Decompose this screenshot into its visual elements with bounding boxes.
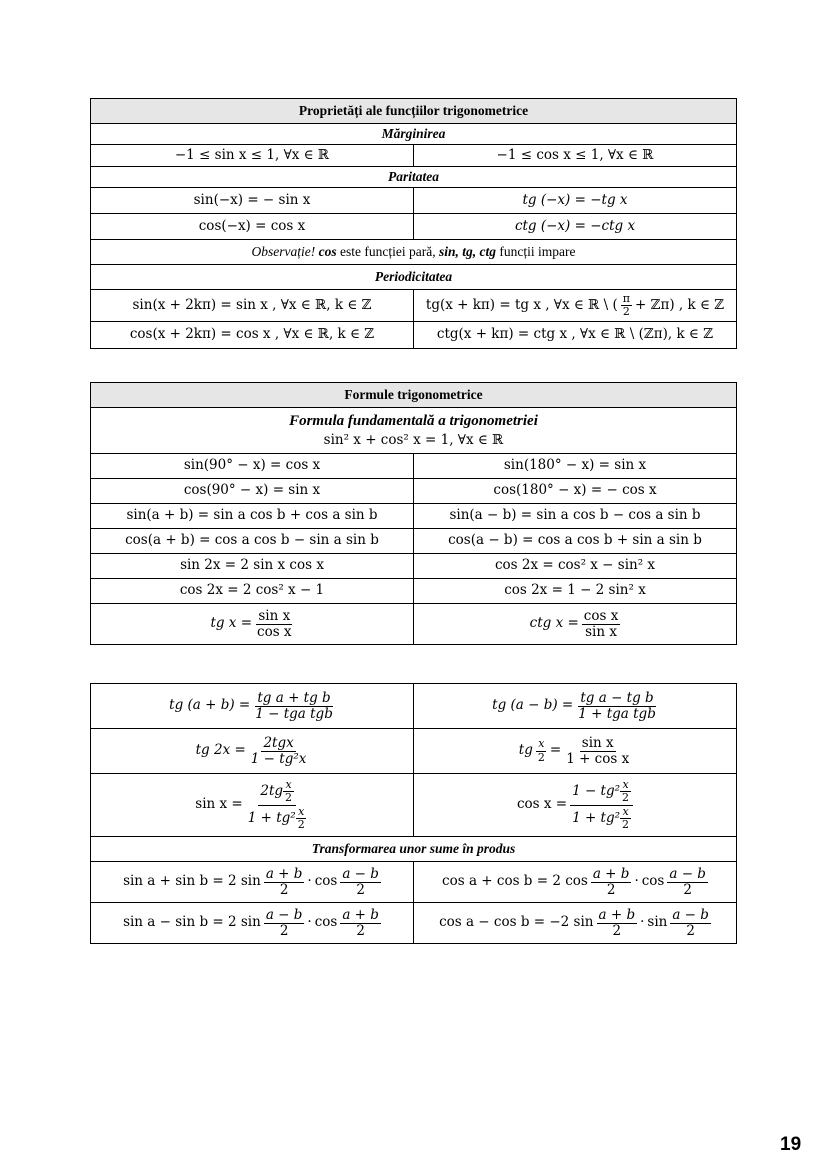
table-title: Proprietăți ale funcțiilor trigonometrice [91, 99, 737, 124]
formula-left: sin 2x = 2 sin x cos x [91, 554, 414, 579]
fraction-numerator: π [622, 291, 630, 305]
fraction-numerator: sin x [258, 607, 291, 624]
tg-difference-formula [414, 684, 737, 729]
tg-and-sum-product-table [90, 683, 737, 944]
ctg-fraction [582, 609, 621, 640]
cos-half-tangent-formula [414, 774, 737, 837]
fraction-numerator: 2tgx [263, 734, 294, 751]
sin-bounds: −1 ≤ sin x ≤ 1, ∀x ∈ ℝ [91, 145, 414, 167]
formula-left: cos(a + b) = cos a cos b − sin a sin b [91, 529, 414, 554]
cosx-lhs: cos x = [516, 796, 568, 813]
cos-parity: cos(−x) = cos x [91, 214, 414, 240]
formula-right: cos(180° − x) = − cos x [414, 479, 737, 504]
tg-double-fraction [249, 736, 309, 767]
fraction-denominator: 1 + cos x [566, 750, 630, 767]
section-heading-bounds: Mărginirea [91, 124, 737, 145]
ctg-definition [414, 604, 737, 645]
cosx-fraction [570, 779, 633, 830]
tg-fraction [255, 609, 294, 640]
fraction-denominator: 1 + tg² $\frac{x}{2}$ [572, 804, 630, 831]
tg-difference-fraction [576, 691, 658, 722]
fraction-numerator: x [538, 737, 545, 751]
cos-period: cos(x + 2kπ) = cos x , ∀x ∈ ℝ, k ∈ ℤ [91, 322, 414, 349]
fundamental-identity: sin² x + cos² x = 1, ∀x ∈ ℝ [323, 431, 504, 448]
fraction-numerator: 2tg $\frac{x}{2}$ [258, 779, 296, 805]
fraction-denominator: sin x [585, 623, 617, 640]
tg-definition [91, 604, 414, 645]
tg-half-angle-formula [414, 729, 737, 774]
formula-left: sin(a + b) = sin a cos b + cos a sin b [91, 504, 414, 529]
pi-over-2-fraction [621, 293, 632, 318]
fraction-numerator: tg a − tg b [580, 689, 654, 706]
tg-sum-lhs: tg (a + b) = [169, 697, 251, 714]
tg-half-fraction [564, 736, 631, 767]
tg-sum-fraction [253, 691, 335, 722]
formula-right: cos 2x = 1 − 2 sin² x [414, 579, 737, 604]
tg-half-lhs: tg [518, 742, 533, 759]
fraction-denominator: 1 + tga tgb [578, 705, 656, 722]
ctg-lhs: ctg x = [529, 615, 579, 632]
fundamental-formula-cell [91, 408, 737, 454]
formula-right: sin(180° − x) = sin x [414, 454, 737, 479]
formula-left: sin(90° − x) = cos x [91, 454, 414, 479]
fraction-numerator: tg a + tg b [257, 689, 331, 706]
trig-formulas-table [90, 382, 737, 645]
cos-bounds: −1 ≤ cos x ≤ 1, ∀x ∈ ℝ [414, 145, 737, 167]
cos-difference-to-product: cos a − cos b = −2 sin $\frac{a + b}{2}$ · sin $\frac{a - b}{2}$ [414, 903, 737, 944]
section-heading-parity: Paritatea [91, 167, 737, 188]
section-heading-fundamental: Formula fundamentală a trigonometriei [289, 412, 538, 429]
observation-middle: este funcției pară, [340, 244, 436, 260]
tg-parity: tg (−x) = −tg x [414, 188, 737, 214]
ctg-period: ctg(x + kπ) = ctg x , ∀x ∈ ℝ \ (ℤπ), k ∈ ℤ [414, 322, 737, 349]
cos-sum-to-product: cos a + cos b = 2 cos $\frac{a + b}{2}$ · cos $\frac{a - b}{2}$ [414, 862, 737, 903]
fraction-denominator: 1 − tg²x [250, 750, 307, 767]
tg-period-end: + ℤπ) , k ∈ ℤ [635, 296, 725, 313]
fraction-numerator: sin x [581, 734, 614, 751]
sin-half-tangent-formula [91, 774, 414, 837]
trig-properties-table [90, 98, 737, 349]
formula-left: cos(90° − x) = sin x [91, 479, 414, 504]
tg-period [414, 290, 737, 322]
sin-period: sin(x + 2kπ) = sin x , ∀x ∈ ℝ, k ∈ ℤ [91, 290, 414, 322]
formula-right: cos(a − b) = cos a cos b + sin a sin b [414, 529, 737, 554]
observation-end: funcții impare [499, 244, 576, 260]
tg-period-start: tg(x + kπ) = tg x , ∀x ∈ ℝ \ ( [425, 296, 618, 313]
ctg-parity: ctg (−x) = −ctg x [414, 214, 737, 240]
section-heading-periodicity: Periodicitatea [91, 265, 737, 290]
section-heading-sum-to-product: Transformarea unor sume în produs [91, 837, 737, 862]
sin-parity: sin(−x) = − sin x [91, 188, 414, 214]
formula-right: sin(a − b) = sin a cos b − cos a sin b [414, 504, 737, 529]
tg-double-angle-formula [91, 729, 414, 774]
fraction-denominator: 1 + tg² $\frac{x}{2}$ [247, 804, 305, 831]
sin-difference-to-product: sin a − sin b = 2 sin $\frac{a - b}{2}$ · cos $\frac{a + b}{2}$ [91, 903, 414, 944]
tg-double-lhs: tg 2x = [195, 742, 246, 759]
formula-left: cos 2x = 2 cos² x − 1 [91, 579, 414, 604]
fraction-denominator: cos x [257, 623, 292, 640]
observation-label: Observație! [251, 244, 316, 260]
tg-difference-lhs: tg (a − b) = [492, 697, 574, 714]
table-title: Formule trigonometrice [91, 383, 737, 408]
parity-observation [91, 240, 737, 265]
x-over-2-fraction [536, 738, 547, 763]
fraction-numerator: 1 − tg² $\frac{x}{2}$ [570, 779, 633, 805]
formula-right: cos 2x = cos² x − sin² x [414, 554, 737, 579]
sinx-fraction [246, 779, 309, 830]
fraction-numerator: cos x [583, 607, 619, 624]
observation-cos: cos [318, 244, 337, 260]
page-number: 19 [780, 1134, 802, 1155]
sin-sum-to-product: sin a + sin b = 2 sin $\frac{a + b}{2}$ · cos $\frac{a - b}{2}$ [91, 862, 414, 903]
sinx-lhs: sin x = [195, 796, 243, 813]
observation-functions: sin, tg, ctg [438, 244, 496, 260]
fraction-denominator: 2 [622, 305, 630, 318]
tg-sum-formula [91, 684, 414, 729]
tg-lhs: tg x = [210, 615, 253, 632]
fraction-denominator: 2 [537, 750, 545, 764]
equals-sign: = [549, 742, 562, 759]
fraction-denominator: 1 − tga tgb [255, 705, 333, 722]
